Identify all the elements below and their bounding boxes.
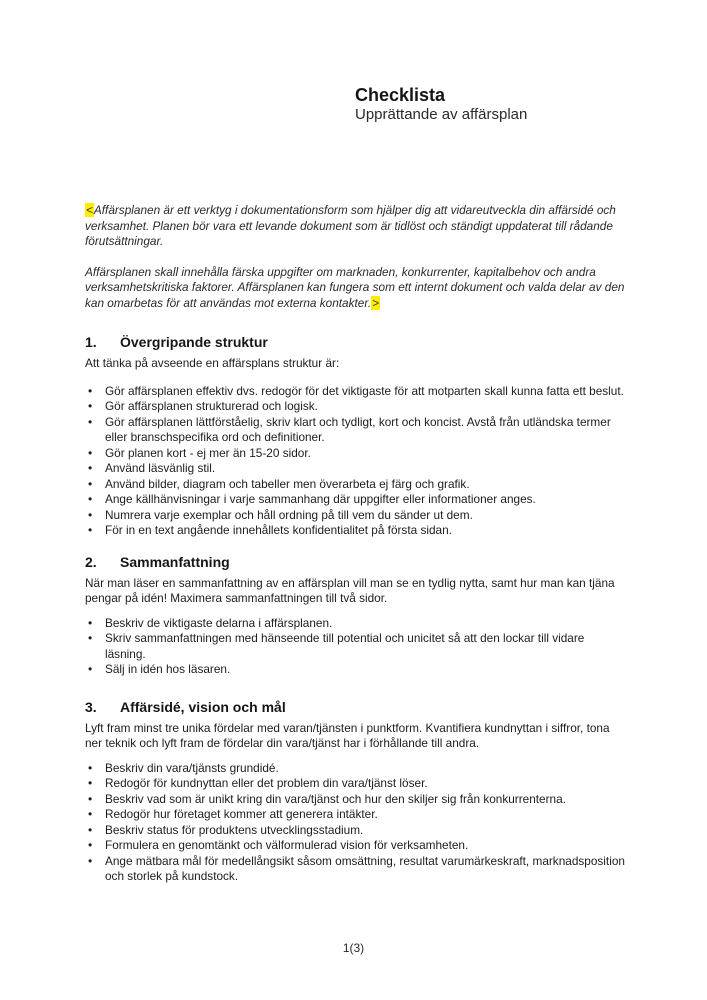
list-item: • Beskriv status för produktens utvecklingsstadium. xyxy=(85,823,626,839)
section-sammanfattning xyxy=(85,553,626,678)
section-1-title: Övergripande struktur xyxy=(120,334,268,350)
section-2-bullet-list xyxy=(85,616,626,678)
list-item: • Gör affärsplanen strukturerad och logisk. xyxy=(85,399,626,415)
section-overgripande-struktur xyxy=(85,333,626,539)
page-number: 1(3) xyxy=(342,941,365,955)
page-title: Checklista xyxy=(355,85,446,105)
list-item: • För in en text angående innehållets konfidentialitet på första sidan. xyxy=(85,523,626,539)
page-subtitle: Upprättande av affärsplan xyxy=(355,106,528,123)
list-item: • Beskriv din vara/tjänsts grundidé. xyxy=(85,761,626,777)
section-3-number: 3. xyxy=(85,698,97,715)
section-1-bullet-list xyxy=(85,384,626,539)
list-item: • Beskriv vad som är unikt kring din vara/tjänst och hur den skiljer sig från konkurrenterna. xyxy=(85,792,626,808)
list-item: • Använd bilder, diagram och tabeller men överarbeta ej färg och grafik. xyxy=(85,477,626,493)
list-item: • Redogör för kundnyttan eller det problem din vara/tjänst löser. xyxy=(85,776,626,792)
highlight-open-mark: < xyxy=(86,203,93,217)
list-item: • Ange mätbara mål för medellångsikt såsom omsättning, resultat varumärkeskraft, marknadsposition och storlek på kundstock. xyxy=(85,854,626,885)
list-item: • Gör affärsplanen effektiv dvs. redogör för det viktigaste för att motparten skall kunna fatta ett beslut. xyxy=(85,384,626,400)
section-3-title: Affärsidé, vision och mål xyxy=(120,698,286,715)
list-item: • Gör planen kort - ej mer än 15-20 sidor. xyxy=(85,446,626,462)
list-item: • Formulera en genomtänkt och välformulerad vision för verksamheten. xyxy=(85,838,626,854)
list-item: • Ange källhänvisningar i varje sammanhang där uppgifter eller informationer anges. xyxy=(85,492,626,508)
intro-paragraph-1-text: Affärsplanen är ett verktyg i dokumentationsform som hjälper dig att vidareutveckla din affärsidé och verksamhet. Planen bör vara ett levande dokument som är tidlöst och ständigt uppdaterat till rådande förutsättningar. xyxy=(85,203,616,248)
section-2-heading xyxy=(85,553,626,571)
list-item: • Använd läsvänlig stil. xyxy=(85,461,626,477)
list-item: • Skriv sammanfattningen med hänseende till potential och unicitet så att den lockar till vidare läsning. xyxy=(85,631,626,662)
section-affarside-vision-mal xyxy=(85,698,626,885)
section-2-title: Sammanfattning xyxy=(120,553,230,570)
list-item: • Gör affärsplanen lättförståelig, skriv klart och tydligt, kort och koncist. Avstå från utländska termer eller branschspecifika ord och definitioner. xyxy=(85,415,626,446)
intro-paragraph-2-text: Affärsplanen skall innehålla färska uppgifter om marknaden, konkurrenter, kapitalbehov och andra verksamhetskritiska faktorer. Affärsplanen kan fungera som ett internt dokument och valda delar av den kan omarbetas för att användas mot externa kontakter. xyxy=(85,264,625,310)
section-1-number: 1. xyxy=(85,334,97,350)
section-3-bullet-list xyxy=(85,761,626,885)
intro-paragraph-2 xyxy=(85,265,626,312)
document-body xyxy=(85,203,626,885)
section-3-heading xyxy=(85,698,626,716)
intro-paragraph-1 xyxy=(85,203,626,250)
section-1-intro: Att tänka på avseende en affärsplans struktur är: xyxy=(85,356,340,370)
list-item: • Beskriv de viktigaste delarna i affärsplanen. xyxy=(85,616,626,632)
section-2-number: 2. xyxy=(85,553,97,570)
list-item: • Redogör hur företaget kommer att generera intäkter. xyxy=(85,807,626,823)
section-2-intro: När man läser en sammanfattning av en affärsplan vill man se en tydlig nytta, samt hur man kan tjäna pengar på idén! Maximera sammanfattningen till två sidor. xyxy=(85,575,615,605)
section-3-intro: Lyft fram minst tre unika fördelar med varan/tjänsten i punktform. Kvantifiera kundnyttan i siffror, tona ner teknik och lyft fram de fördelar din vara/tjänst har i förhållande till andra. xyxy=(85,720,610,750)
list-item: • Numrera varje exemplar och håll ordning på till vem du sänder ut dem. xyxy=(85,508,626,524)
title-block xyxy=(355,85,527,124)
highlight-close-mark: > xyxy=(372,295,380,310)
section-1-heading xyxy=(85,333,626,351)
list-item: • Sälj in idén hos läsaren. xyxy=(85,662,626,678)
